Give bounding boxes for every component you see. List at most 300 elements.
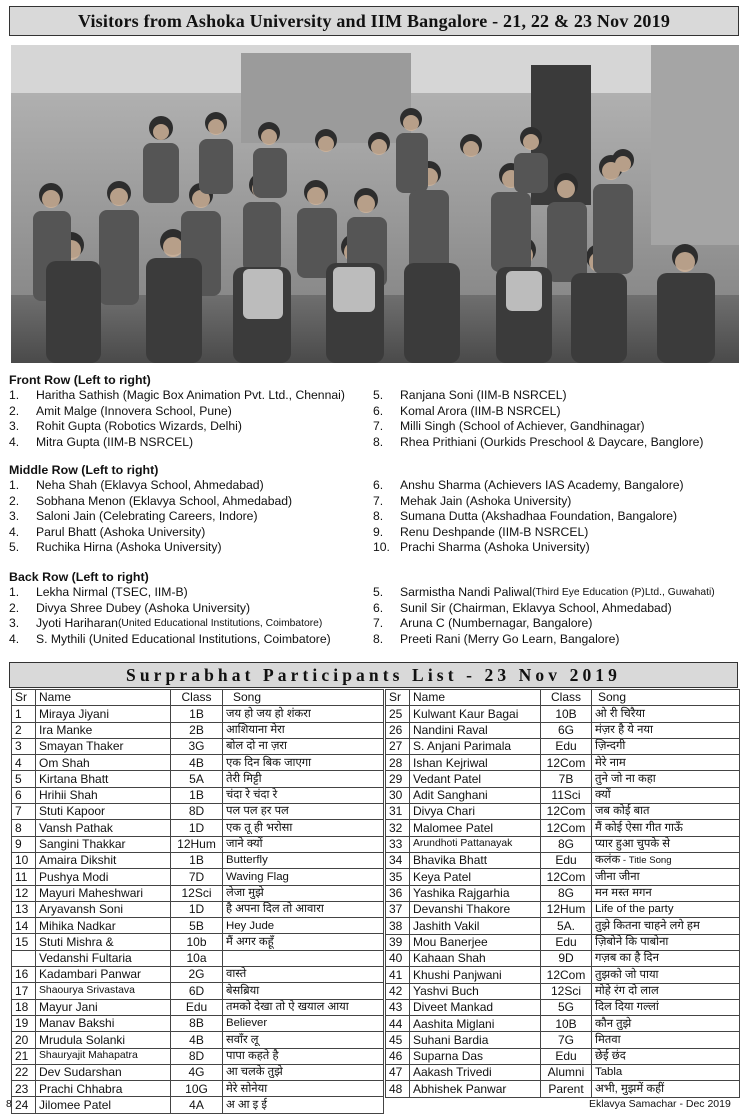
row-sr xyxy=(12,950,36,966)
participants-table-left xyxy=(11,689,384,1114)
table-row xyxy=(386,836,740,852)
row-class: 7G xyxy=(541,1032,592,1048)
table-header-row xyxy=(386,690,740,706)
row-sr: 34 xyxy=(386,852,410,869)
row-sr: 3 xyxy=(12,738,36,754)
row-song: मन मस्त मगन xyxy=(592,885,740,901)
row-name: Hrihii Shah xyxy=(36,787,171,803)
row-name: Kulwant Kaur Bagai xyxy=(410,706,541,722)
list-item: 1. Neha Shah (Eklavya School, Ahmedabad) xyxy=(9,478,264,492)
row-sr: 39 xyxy=(386,934,410,950)
row-song: लेजा मुझे xyxy=(223,885,384,901)
table-row xyxy=(12,1081,384,1097)
header-name: Name xyxy=(36,690,171,706)
row-name: Mihika Nadkar xyxy=(36,918,171,934)
row-class: 8G xyxy=(541,836,592,852)
table-row xyxy=(12,885,384,901)
row-song: तेरी मिट्टी xyxy=(223,771,384,787)
row-class: 5G xyxy=(541,999,592,1015)
row-class: 8D xyxy=(171,1048,223,1064)
row-class: Edu xyxy=(541,852,592,869)
list-item: 10. Prachi Sharma (Ashoka University) xyxy=(373,540,590,555)
row-class: 1D xyxy=(171,901,223,917)
table-row xyxy=(386,934,740,950)
row-class: Parent xyxy=(541,1081,592,1097)
row-sr: 42 xyxy=(386,983,410,999)
row-song: Believer xyxy=(223,1015,384,1031)
row-sr: 29 xyxy=(386,771,410,787)
table-row xyxy=(386,804,740,820)
header-song: Song xyxy=(223,690,384,706)
row-class: 12Com xyxy=(541,869,592,885)
table-row xyxy=(12,901,384,917)
row-name: Shauryajit Mahapatra xyxy=(36,1048,171,1064)
row-sr: 23 xyxy=(12,1081,36,1097)
row-sr: 12 xyxy=(12,885,36,901)
list-item: 8. Rhea Prithiani (Ourkids Preschool & Daycare, Banglore) xyxy=(373,434,704,449)
back-row-caption xyxy=(9,569,744,647)
row-name: Kahaan Shah xyxy=(410,950,541,966)
row-name: Prachi Chhabra xyxy=(36,1081,171,1097)
row-sr: 45 xyxy=(386,1032,410,1048)
row-song: मैं अगर कहूँ xyxy=(223,934,384,950)
row-name: Om Shah xyxy=(36,755,171,771)
row-sr: 21 xyxy=(12,1048,36,1064)
row-name: Mayuri Maheshwari xyxy=(36,885,171,901)
middle-row-right-list xyxy=(373,478,744,556)
row-sr: 47 xyxy=(386,1065,410,1081)
row-sr: 27 xyxy=(386,738,410,754)
row-song: बेसब्रिया xyxy=(223,983,384,999)
table-row xyxy=(12,1032,384,1048)
row-sr: 13 xyxy=(12,901,36,917)
table-row xyxy=(12,755,384,771)
row-name: Mrudula Solanki xyxy=(36,1032,171,1048)
middle-row-caption xyxy=(9,462,744,556)
middle-row-left-list xyxy=(9,478,373,556)
table-row xyxy=(386,950,740,966)
row-name: Stuti Kapoor xyxy=(36,804,171,820)
row-sr: 15 xyxy=(12,934,36,950)
row-song: सवाँर लू xyxy=(223,1032,384,1048)
row-song: Butterfly xyxy=(223,852,384,868)
row-name: Dev Sudarshan xyxy=(36,1064,171,1080)
front-row-caption xyxy=(9,372,744,450)
list-item: 5. Ranjana Soni (IIM-B NSRCEL) xyxy=(373,388,567,402)
row-sr: 41 xyxy=(386,967,410,983)
row-class: 3G xyxy=(171,738,223,754)
list-item: 1. Lekha Nirmal (TSEC, IIM-B) xyxy=(9,585,188,599)
row-name: Jilomee Patel xyxy=(36,1097,171,1113)
row-song: Hey Jude xyxy=(223,918,384,934)
row-sr: 9 xyxy=(12,836,36,852)
table-row xyxy=(12,722,384,738)
row-name: Bhavika Bhatt xyxy=(410,852,541,869)
row-name: Khushi Panjwani xyxy=(410,967,541,983)
row-name: Ishan Kejriwal xyxy=(410,755,541,771)
row-class: 12Hum xyxy=(171,836,223,852)
row-name: Kirtana Bhatt xyxy=(36,771,171,787)
table-row xyxy=(12,967,384,983)
row-sr: 44 xyxy=(386,1016,410,1032)
row-song: पल पल हर पल xyxy=(223,804,384,820)
table-row xyxy=(386,918,740,934)
row-class: 4G xyxy=(171,1064,223,1080)
header-song: Song xyxy=(592,690,740,706)
row-sr: 36 xyxy=(386,885,410,901)
row-sr: 20 xyxy=(12,1032,36,1048)
row-name: Ira Manke xyxy=(36,722,171,738)
row-name: Manav Bakshi xyxy=(36,1015,171,1031)
row-class: Edu xyxy=(541,1048,592,1064)
table-row xyxy=(386,902,740,918)
row-sr: 30 xyxy=(386,787,410,803)
row-sr: 28 xyxy=(386,755,410,771)
table-row xyxy=(386,999,740,1015)
table-row xyxy=(12,1097,384,1113)
row-sr: 26 xyxy=(386,722,410,738)
row-class: 10B xyxy=(541,1016,592,1032)
table-row xyxy=(386,1081,740,1097)
row-class: 12Com xyxy=(541,967,592,983)
row-sr: 31 xyxy=(386,804,410,820)
row-song: मितवा xyxy=(592,1032,740,1048)
row-name: Aakash Trivedi xyxy=(410,1065,541,1081)
list-item: 7. Milli Singh (School of Achiever, Gandhinagar) xyxy=(373,419,645,434)
title-song-note: - Title Song xyxy=(620,854,672,866)
row-name: Amaira Dikshit xyxy=(36,852,171,868)
row-sr: 40 xyxy=(386,950,410,966)
table-row xyxy=(12,950,384,966)
list-item: 6. Anshu Sharma (Achievers IAS Academy, Bangalore) xyxy=(373,478,684,492)
table-row xyxy=(386,755,740,771)
table-row xyxy=(386,869,740,885)
middle-row-heading: Middle Row (Left to right) xyxy=(9,463,159,477)
header-class: Class xyxy=(171,690,223,706)
row-class: 5A xyxy=(171,771,223,787)
row-sr: 25 xyxy=(386,706,410,722)
row-song: मोहे रंग दो लाल xyxy=(592,983,740,999)
row-sr: 17 xyxy=(12,983,36,999)
header-sr: Sr xyxy=(12,690,36,706)
table-row xyxy=(12,706,384,722)
row-name: Abhishek Panwar xyxy=(410,1081,541,1097)
list-item: 7. Aruna C (Numbernagar, Bangalore) xyxy=(373,616,593,631)
row-sr: 43 xyxy=(386,999,410,1015)
row-sr: 18 xyxy=(12,999,36,1015)
list-item: 2. Amit Malge (Innovera School, Pune) xyxy=(9,403,232,418)
participants-title xyxy=(9,662,738,688)
row-song: आ चलके तुझे xyxy=(223,1064,384,1080)
row-name: Divya Chari xyxy=(410,804,541,820)
publication-name: Eklavya Samachar - Dec 2019 xyxy=(589,1098,731,1110)
row-class: 10G xyxy=(171,1081,223,1097)
row-sr: 7 xyxy=(12,804,36,820)
table-row xyxy=(12,820,384,836)
row-song: क्यों xyxy=(592,787,740,803)
row-sr: 2 xyxy=(12,722,36,738)
list-item: 5. Sarmistha Nandi Paliwal (Third Eye Education (P)Ltd., Guwahati) xyxy=(373,585,715,599)
row-song: कलंक - Title Song xyxy=(592,852,740,869)
row-song: ओ री चिरैया xyxy=(592,706,740,722)
table-row xyxy=(12,738,384,754)
page-number: 8 xyxy=(6,1098,12,1110)
row-class: 6G xyxy=(541,722,592,738)
row-sr: 8 xyxy=(12,820,36,836)
row-song: पापा कहते है xyxy=(223,1048,384,1064)
row-song: तुझे कितना चाहने लगे हम xyxy=(592,918,740,934)
row-class: 12Hum xyxy=(541,902,592,918)
table-row xyxy=(12,1064,384,1080)
row-sr: 35 xyxy=(386,869,410,885)
list-item: 4. S. Mythili (United Educational Institutions, Coimbatore) xyxy=(9,631,331,646)
row-song: अभी, मुझमें कहीं xyxy=(592,1081,740,1097)
row-name: Stuti Mishra & xyxy=(36,934,171,950)
row-name: S. Anjani Parimala xyxy=(410,738,541,754)
row-class: 12Com xyxy=(541,804,592,820)
row-class: 1D xyxy=(171,820,223,836)
row-name: Pushya Modi xyxy=(36,869,171,885)
row-song: जय हो जय हो शंकरा xyxy=(223,706,384,722)
table-header-row xyxy=(12,690,384,706)
row-song: तमको देखा तो ऐ खयाल आया xyxy=(223,999,384,1015)
row-class: 12Com xyxy=(541,755,592,771)
row-sr: 24 xyxy=(12,1097,36,1113)
list-item: 2. Sobhana Menon (Eklavya School, Ahmedabad) xyxy=(9,493,293,508)
row-name: Miraya Jiyani xyxy=(36,706,171,722)
row-name: Sangini Thakkar xyxy=(36,836,171,852)
table-row xyxy=(12,836,384,852)
row-song: ज़िबोने कि पाबोना xyxy=(592,934,740,950)
row-class: 1B xyxy=(171,706,223,722)
list-item: 6. Sunil Sir (Chairman, Eklavya School, Ahmedabad) xyxy=(373,600,672,615)
row-name: Mayur Jani xyxy=(36,999,171,1015)
row-class: 10a xyxy=(171,950,223,966)
header-name: Name xyxy=(410,690,541,706)
row-name: Devanshi Thakore xyxy=(410,902,541,918)
row-song: जीना जीना xyxy=(592,869,740,885)
row-class: 11Sci xyxy=(541,787,592,803)
table-row xyxy=(12,1015,384,1031)
row-class: 8B xyxy=(171,1015,223,1031)
list-item: 8. Preeti Rani (Merry Go Learn, Bangalore) xyxy=(373,631,620,646)
list-item: 3. Rohit Gupta (Robotics Wizards, Delhi) xyxy=(9,419,242,434)
row-class: 4A xyxy=(171,1097,223,1113)
row-name: Smayan Thaker xyxy=(36,738,171,754)
participants-table-right xyxy=(385,689,740,1098)
row-name: Yashika Rajgarhia xyxy=(410,885,541,901)
list-item: 9. Renu Deshpande (IIM-B NSRCEL) xyxy=(373,524,589,539)
back-row-left-list xyxy=(9,585,373,647)
table-row xyxy=(386,706,740,722)
table-row xyxy=(12,999,384,1015)
row-class: Edu xyxy=(171,999,223,1015)
row-name: Jashith Vakil xyxy=(410,918,541,934)
row-song: प्यार हुआ चुपके से xyxy=(592,836,740,852)
row-class: 10b xyxy=(171,934,223,950)
list-item: 3. Saloni Jain (Celebrating Careers, Indore) xyxy=(9,509,258,524)
table-row xyxy=(386,787,740,803)
row-sr: 16 xyxy=(12,967,36,983)
row-name: Suparna Das xyxy=(410,1048,541,1064)
table-row xyxy=(12,869,384,885)
front-row-heading: Front Row (Left to right) xyxy=(9,373,151,387)
table-row xyxy=(386,1065,740,1081)
row-sr: 1 xyxy=(12,706,36,722)
row-class: Edu xyxy=(541,934,592,950)
row-sr: 33 xyxy=(386,836,410,852)
row-class: 4B xyxy=(171,755,223,771)
row-name: Adit Sanghani xyxy=(410,787,541,803)
row-song: गज़ब का है दिन xyxy=(592,950,740,966)
table-row xyxy=(386,1048,740,1064)
table-row xyxy=(12,804,384,820)
row-name: Malomee Patel xyxy=(410,820,541,836)
row-class: 12Com xyxy=(541,820,592,836)
table-row xyxy=(12,787,384,803)
list-item: 2. Divya Shree Dubey (Ashoka University) xyxy=(9,600,251,615)
row-song: जाने क्यों xyxy=(223,836,384,852)
row-song: दिल दिया गल्लां xyxy=(592,999,740,1015)
table-row xyxy=(386,1016,740,1032)
row-class: 5A. xyxy=(541,918,592,934)
row-class: 9D xyxy=(541,950,592,966)
row-song: जब कोई बात xyxy=(592,804,740,820)
table-row xyxy=(12,1048,384,1064)
row-song: आशियाना मेरा xyxy=(223,722,384,738)
back-row-right-list xyxy=(373,585,744,647)
row-song xyxy=(223,950,384,966)
table-row xyxy=(386,852,740,869)
table-row xyxy=(12,983,384,999)
row-class: 12Sci xyxy=(171,885,223,901)
table-row xyxy=(386,738,740,754)
table-row xyxy=(386,1032,740,1048)
table-row xyxy=(386,820,740,836)
row-class: 10B xyxy=(541,706,592,722)
row-song: मेरे नाम xyxy=(592,755,740,771)
row-class: 12Sci xyxy=(541,983,592,999)
row-sr: 46 xyxy=(386,1048,410,1064)
row-class: 1B xyxy=(171,787,223,803)
table-row xyxy=(386,983,740,999)
list-item: 7. Mehak Jain (Ashoka University) xyxy=(373,493,572,508)
row-class: 4B xyxy=(171,1032,223,1048)
row-class: 6D xyxy=(171,983,223,999)
row-class: 8D xyxy=(171,804,223,820)
table-row xyxy=(12,934,384,950)
header-class: Class xyxy=(541,690,592,706)
header-sr: Sr xyxy=(386,690,410,706)
front-row-right-list xyxy=(373,388,744,450)
row-sr: 37 xyxy=(386,902,410,918)
row-name: Mou Banerjee xyxy=(410,934,541,950)
row-class: 2B xyxy=(171,722,223,738)
row-sr: 14 xyxy=(12,918,36,934)
row-song: वास्ते xyxy=(223,967,384,983)
list-item: 6. Komal Arora (IIM-B NSRCEL) xyxy=(373,403,561,418)
row-sr: 19 xyxy=(12,1015,36,1031)
row-song: तुने जो ना कहा xyxy=(592,771,740,787)
row-song: बोल दो ना ज़रा xyxy=(223,738,384,754)
list-item: 4. Parul Bhatt (Ashoka University) xyxy=(9,524,206,539)
row-sr: 10 xyxy=(12,852,36,868)
row-class: 2G xyxy=(171,967,223,983)
row-song: एक दिन बिक जाएगा xyxy=(223,755,384,771)
row-name: Yashvi Buch xyxy=(410,983,541,999)
row-song: चंदा रे चंदा रे xyxy=(223,787,384,803)
table-row xyxy=(386,771,740,787)
list-item: 8. Sumana Dutta (Akshadhaa Foundation, Bangalore) xyxy=(373,509,678,524)
table-row xyxy=(386,967,740,983)
row-name: Aryavansh Soni xyxy=(36,901,171,917)
row-name: Kadambari Panwar xyxy=(36,967,171,983)
row-sr: 4 xyxy=(12,755,36,771)
row-song: तुझको जो पाया xyxy=(592,967,740,983)
list-item: 5. Ruchika Hirna (Ashoka University) xyxy=(9,540,222,555)
row-name: Shaourya Srivastava xyxy=(36,983,171,999)
participants-title-text: Surprabhat Participants List - 23 Nov 2019 xyxy=(126,664,621,685)
row-class: 7B xyxy=(541,771,592,787)
front-row-left-list xyxy=(9,388,373,450)
row-name: Keya Patel xyxy=(410,869,541,885)
row-song: मंज़र है ये नया xyxy=(592,722,740,738)
row-sr: 11 xyxy=(12,869,36,885)
back-row-heading: Back Row (Left to right) xyxy=(9,570,149,584)
group-photo xyxy=(11,45,739,363)
row-sr: 6 xyxy=(12,787,36,803)
row-song: Tabla xyxy=(592,1065,740,1081)
table-row xyxy=(12,852,384,868)
row-song: मेरे सोनेया xyxy=(223,1081,384,1097)
row-name: Aashita Miglani xyxy=(410,1016,541,1032)
list-item: 3. Jyoti Hariharan (United Educational Institutions, Coimbatore) xyxy=(9,616,323,631)
row-class: 5B xyxy=(171,918,223,934)
list-item: 1. Haritha Sathish (Magic Box Animation Pvt. Ltd., Chennai) xyxy=(9,388,345,402)
row-sr: 32 xyxy=(386,820,410,836)
row-class: 7D xyxy=(171,869,223,885)
row-name: Vedanshi Fultaria xyxy=(36,950,171,966)
row-song: अ आ इ ई xyxy=(223,1097,384,1113)
row-class: 1B xyxy=(171,852,223,868)
row-class: Edu xyxy=(541,738,592,754)
row-name: Nandini Raval xyxy=(410,722,541,738)
row-song: एक तू ही भरोसा xyxy=(223,820,384,836)
table-row xyxy=(12,918,384,934)
table-row xyxy=(386,885,740,901)
row-class: 8G xyxy=(541,885,592,901)
row-sr: 22 xyxy=(12,1064,36,1080)
row-song: ज़िन्दगी xyxy=(592,738,740,754)
row-sr: 5 xyxy=(12,771,36,787)
row-song: Waving Flag xyxy=(223,869,384,885)
table-row xyxy=(386,722,740,738)
row-name: Vansh Pathak xyxy=(36,820,171,836)
row-name: Vedant Patel xyxy=(410,771,541,787)
row-song: मैं कोई ऐसा गीत गाऊँ xyxy=(592,820,740,836)
row-song: छेई छंद xyxy=(592,1048,740,1064)
row-sr: 48 xyxy=(386,1081,410,1097)
row-song: है अपना दिल तो आवारा xyxy=(223,901,384,917)
row-name: Suhani Bardia xyxy=(410,1032,541,1048)
row-class: Alumni xyxy=(541,1065,592,1081)
row-song: Life of the party xyxy=(592,902,740,918)
page-title-text: Visitors from Ashoka University and IIM Bangalore - 21, 22 & 23 Nov 2019 xyxy=(77,10,671,31)
row-song: कौन तुझे xyxy=(592,1016,740,1032)
row-name: Arundhoti Pattanayak xyxy=(410,836,541,852)
list-item: 4. Mitra Gupta (IIM-B NSRCEL) xyxy=(9,434,194,449)
page-title xyxy=(9,6,739,36)
